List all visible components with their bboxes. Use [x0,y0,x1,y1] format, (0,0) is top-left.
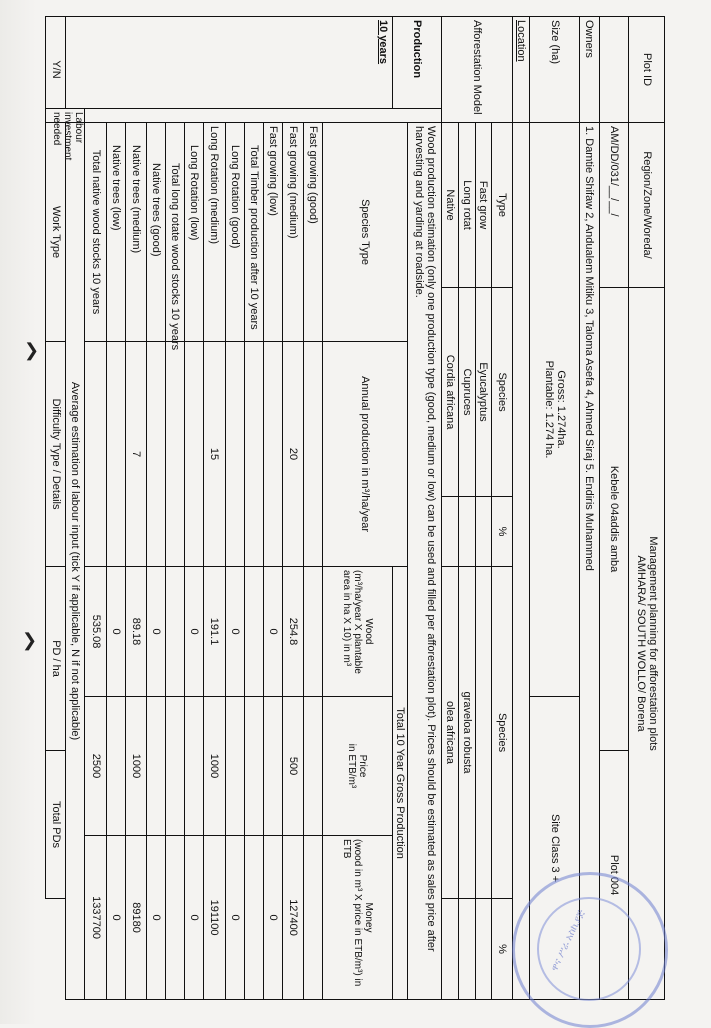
production-intro: Wood production estimation (only one production type (good, medium or low) can be used and filled per afforestation plot). Prices should be estimated as sales price after harvesting and yarding at roadside. [408,123,442,1000]
labour-work-type: Work Type [46,123,66,342]
prod-row-money [166,836,185,1000]
prod-row-name: Native trees (low) [106,123,125,342]
prod-row-money: 0 [185,836,204,1000]
prod-row-wood: 535.08 [85,567,106,697]
plot-id-blank [599,17,628,123]
money-header [323,836,393,1000]
prod-row-annual [263,342,282,567]
owners-label: Owners [579,17,599,123]
aff-row-type: Fast grow [475,123,492,288]
labour-total-pds: Total PDs [46,751,66,899]
prod-total-row: Total Timber production after 10 years [244,123,263,342]
aff-row-type: Long rotat [458,123,475,288]
aff-row-percent-right [458,899,475,1000]
labour-difficulty: Difficulty Type / Details [46,342,66,567]
prod-row-name: Long Rotation (good) [225,123,244,342]
region-label: Region/Zone/Woreda/ [629,123,665,288]
wood-header-sub: (m³/ha/year X plantable area in ha X 10) in m³ [340,570,363,674]
aff-species-header: Species [492,288,512,497]
prod-total-row: Total native wood stocks 10 years [85,123,106,342]
afforestation-model-label: Afforestation Model [441,17,512,123]
size-label: Size (ha) [530,17,579,123]
prod-row-annual [147,342,166,567]
prod-row-name: Fast growing (low) [263,123,282,342]
scan-edge [0,0,36,1024]
species-type-header: Species Type [323,123,408,342]
wood-header [323,567,393,697]
labour-title: Average estimation of labour input (tick Y if applicable, N if not applicable) [66,123,85,1000]
prod-row-price [225,697,244,836]
prod-row-wood: 0 [263,567,282,697]
prod-row-annual [106,342,125,567]
aff-row-type: Native [441,123,458,288]
prod-row-name: Long Rotation (medium) [204,123,225,342]
aff-row-species-right [475,567,492,899]
prod-total-row: Total long rotate wood stocks 10 years [166,123,185,342]
aff-row-species: Eyucalyptus [475,288,492,497]
money-header-sub: (wood in m³ X price in ETB/m³) in ETB [340,839,363,987]
region-value: AMHARA/ SOUTH WOLLO/ Borena [634,555,647,732]
prod-row-money: 0 [263,836,282,1000]
prod-row-wood: 254.8 [282,567,303,697]
prod-row-price [185,697,204,836]
aff-row-species-right: olea africana [441,567,458,899]
annual-production-header: Annual production in m³/ha/year [323,342,408,567]
aff-row-percent [475,497,492,567]
prod-row-price [166,697,185,836]
aff-row-species: Cordia africana [441,288,458,497]
afforestation-plan-table [45,16,665,1000]
owners-value: 1. Damtie Shifaw 2, Andualem Mitiku 3, Taloma Asefa 4, Ahmed Siraj 5. Endiris Muhammed [579,123,599,1000]
aff-species-right-header: Species [492,567,512,899]
prod-row-price [147,697,166,836]
prod-row-money: 89180 [125,836,146,1000]
aff-row-percent [458,497,475,567]
aff-row-percent [441,497,458,567]
wood-header-title: Wood [362,618,374,645]
prod-row-price: 2500 [85,697,106,836]
price-header [323,697,393,836]
prod-row-wood: 89.18 [125,567,146,697]
prod-row-wood: 0 [225,567,244,697]
aff-row-percent-right [475,899,492,1000]
stamp-text: ዋና ሥራ አስኪያጅ [549,908,588,973]
aff-type-header: Type [492,123,512,288]
money-header-title: Money [362,902,374,933]
plot-id-label: Plot ID [629,17,665,123]
prod-row-wood: 0 [147,567,166,697]
production-label: Production [392,17,441,109]
price-header-title: Price [357,754,369,778]
production-side-strip [85,109,442,123]
location-label: Location [512,17,530,123]
aff-row-percent-right [441,899,458,1000]
location-value [512,123,530,1000]
prod-row-wood [166,567,185,697]
labour-pd-ha: PD / ha [46,567,66,751]
prod-row-annual [185,342,204,567]
prod-row-wood: 0 [185,567,204,697]
prod-row-name: Fast growing (medium) [282,123,303,342]
aff-row-species: Cupruces [458,288,475,497]
size-values [530,123,579,697]
prod-row-name: Fast growing (good) [304,123,323,342]
prod-row-price: 1000 [204,697,225,836]
labour-yn: Y/N [46,17,66,123]
prod-row-annual: 7 [125,342,146,567]
gross-area: Gross: 1.274ha. [554,370,567,449]
prod-row-annual [166,342,185,567]
aff-percent-right-header: % [492,899,512,1000]
prod-row-money: 0 [225,836,244,1000]
aff-row-species-right: graveloa robusta [458,567,475,899]
prod-row-wood [304,567,323,697]
prod-row-price [263,697,282,836]
prod-row-price [106,697,125,836]
prod-row-price: 500 [282,697,303,836]
prod-row-annual [244,342,263,567]
kebele: Kebele 04addis amba [599,288,628,751]
prod-row-annual [85,342,106,567]
aff-percent-header: % [492,497,512,567]
ink-mark: ❯ [24,340,40,360]
prod-row-money: 191100 [204,836,225,1000]
prod-row-money: 0 [147,836,166,1000]
plantable-area: Plantable: 1.274 ha. [542,360,555,459]
plot-code: AM/DD/031/__/__/ [599,123,628,288]
prod-row-name: Native trees (medium) [125,123,146,342]
price-header-sub: in ETB/m³ [346,743,358,789]
official-stamp [512,872,668,1028]
prod-row-name: Native trees (good) [147,123,166,342]
prod-row-name: Long Rotation (low) [185,123,204,342]
prod-row-money [244,836,263,1000]
prod-row-wood: 191.1 [204,567,225,697]
prod-row-price [304,697,323,836]
prod-row-price: 1000 [125,697,146,836]
prod-row-price [244,697,263,836]
site-class: Site Class 3 + [530,697,579,1000]
prod-row-annual [304,342,323,567]
prod-row-annual: 20 [282,342,303,567]
plot-number: Plot 004 [599,751,628,1000]
prod-row-money [304,836,323,1000]
form-title-text: Management planning for afforestation plots [646,536,659,751]
prod-row-money: 0 [106,836,125,1000]
prod-row-money: 1337700 [85,836,106,1000]
production-period: 10 years [66,17,392,109]
gross-production-header: Total 10 Year Gross Production [392,567,408,1000]
prod-row-wood: 0 [106,567,125,697]
prod-row-money: 127400 [282,836,303,1000]
prod-row-wood [244,567,263,697]
prod-row-annual [225,342,244,567]
labour-label: Labour investment needed [46,109,85,123]
rotated-form-page [45,12,665,1012]
ink-mark: ❯ [22,630,38,650]
prod-row-annual: 15 [204,342,225,567]
